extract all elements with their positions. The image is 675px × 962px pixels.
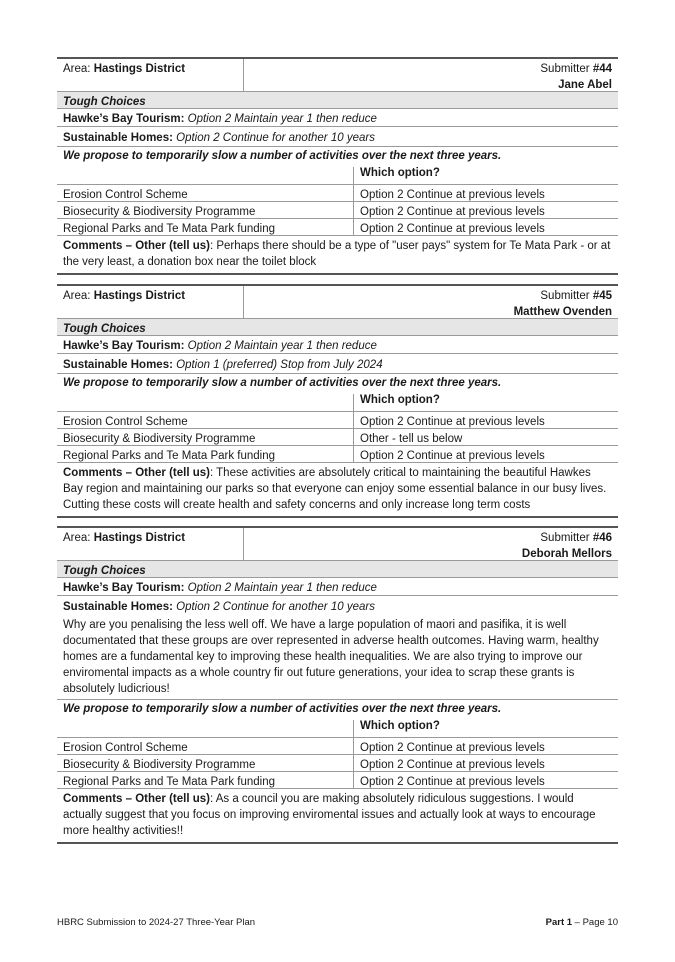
submitter-label: Submitter: [540, 63, 590, 75]
activity-row: [57, 755, 618, 772]
proposal-text: We propose to temporarily slow a number of activities over the next three years.: [63, 377, 502, 389]
comments-row: [57, 463, 618, 518]
comments-label: Comments – Other (tell us): [63, 793, 210, 805]
area-cell: [57, 59, 244, 91]
tourism-value: Option 2 Maintain year 1 then reduce: [187, 113, 377, 125]
submitter-cell: [244, 59, 618, 91]
footer-part: Part 1: [545, 917, 573, 928]
proposal-text: We propose to temporarily slow a number of activities over the next three years.: [63, 703, 502, 715]
activity-name: Erosion Control Scheme: [57, 412, 354, 428]
which-option-label: Which option?: [360, 167, 440, 179]
activity-name: Erosion Control Scheme: [57, 185, 354, 201]
activity-option: Option 2 Continue at previous levels: [360, 759, 545, 771]
activity-row: [57, 738, 618, 755]
tourism-label: Hawke’s Bay Tourism:: [63, 113, 185, 125]
area-value: Hastings District: [93, 63, 186, 75]
area-label: Area:: [63, 532, 91, 544]
tourism-label: Hawke’s Bay Tourism:: [63, 582, 185, 594]
activity-option: Option 2 Continue at previous levels: [360, 223, 545, 235]
activity-row: [57, 202, 618, 219]
homes-label: Sustainable Homes:: [63, 601, 173, 613]
submitter-label: Submitter: [540, 532, 590, 544]
homes-label: Sustainable Homes:: [63, 132, 173, 144]
footer-document-title: HBRC Submission to 2024-27 Three-Year Plan: [57, 917, 256, 928]
homes-row: [57, 127, 618, 147]
homes-value: Option 1 (preferred) Stop from July 2024: [176, 359, 383, 371]
tourism-label: Hawke’s Bay Tourism:: [63, 340, 185, 352]
homes-row: [57, 354, 618, 374]
submitter-number: #44: [592, 63, 612, 75]
comments-label: Comments – Other (tell us): [63, 240, 210, 252]
tourism-value: Option 2 Maintain year 1 then reduce: [187, 582, 377, 594]
submission-header: [57, 526, 618, 561]
submitter-name: Jane Abel: [558, 79, 612, 91]
submission-46: [57, 526, 618, 844]
tourism-row: [57, 336, 618, 354]
area-value: Hastings District: [93, 290, 186, 302]
which-option-label: Which option?: [360, 720, 440, 732]
which-option-header: [57, 394, 618, 412]
footer-page-number: [546, 917, 618, 928]
tourism-row: [57, 109, 618, 127]
activity-option: Option 2 Continue at previous levels: [360, 206, 545, 218]
activity-option: Option 2 Continue at previous levels: [360, 742, 545, 754]
which-option-header: [57, 720, 618, 738]
activity-option: Option 2 Continue at previous levels: [360, 189, 545, 201]
area-cell: [57, 528, 244, 560]
activity-row: [57, 412, 618, 429]
activity-name: Biosecurity & Biodiversity Programme: [57, 202, 354, 218]
activity-name: Biosecurity & Biodiversity Programme: [57, 429, 354, 445]
activity-option: Option 2 Continue at previous levels: [360, 776, 545, 788]
submission-45: [57, 284, 618, 518]
comments-text: : As a council you are making absolutely ridiculous suggestions. I would actually suggest that you focus on improving enviromental issues and actually look at ways to encourage more healthy activities!!: [63, 793, 596, 837]
submitter-name: Deborah Mellors: [521, 548, 612, 560]
activity-row: [57, 219, 618, 236]
comments-row: [57, 789, 618, 844]
tourism-value: Option 2 Maintain year 1 then reduce: [187, 340, 377, 352]
homes-value: Option 2 Continue for another 10 years: [176, 601, 375, 613]
activity-option: Option 2 Continue at previous levels: [360, 450, 545, 462]
submitter-cell: [244, 528, 618, 560]
activity-row: [57, 429, 618, 446]
footer-page: – Page 10: [572, 917, 618, 928]
activity-option: Option 2 Continue at previous levels: [360, 416, 545, 428]
comments-text: : Perhaps there should be a type of "user pays" system for Te Mata Park - or at the very least, a donation box near the toilet block: [63, 240, 611, 268]
homes-value: Option 2 Continue for another 10 years: [176, 132, 375, 144]
submitter-cell: [244, 286, 618, 318]
activity-name: Regional Parks and Te Mata Park funding: [57, 219, 354, 235]
section-title: Tough Choices: [57, 561, 618, 578]
comments-text: : These activities are absolutely critical to maintaining the beautiful Hawkes Bay region and maintaining our parks so that everyone can enjoy some essential balance in our busy lives. Cutting these costs will create health and safety concerns and only increase long term costs: [63, 467, 607, 511]
homes-row: [57, 596, 618, 700]
blank-cell: [57, 167, 354, 184]
area-value: Hastings District: [93, 532, 186, 544]
homes-comment: Why are you penalising the less well off. We have a large population of maori and pasifika, it is well documentated that these groups are over represented in adverse health outcomes. Having warm, healthy homes are a fundamental key to improving these health inequalities. We are also trying to improve our enviromental impacts as a whole country fir out future generations, your idea to scrap these grants is absolutely ludicrious!: [63, 619, 599, 695]
submitter-number: #45: [592, 290, 612, 302]
comments-row: [57, 236, 618, 275]
activity-row: [57, 772, 618, 789]
tourism-row: [57, 578, 618, 596]
submitter-number: #46: [592, 532, 612, 544]
activity-name: Erosion Control Scheme: [57, 738, 354, 754]
activity-row: [57, 185, 618, 202]
which-option-label: Which option?: [360, 394, 440, 406]
section-title: Tough Choices: [57, 319, 618, 336]
submission-header: [57, 284, 618, 319]
area-label: Area:: [63, 290, 91, 302]
submission-44: [57, 57, 618, 275]
which-option-header: [57, 167, 618, 185]
proposal-text: We propose to temporarily slow a number of activities over the next three years.: [63, 150, 502, 162]
area-cell: [57, 286, 244, 318]
area-label: Area:: [63, 63, 91, 75]
activity-name: Biosecurity & Biodiversity Programme: [57, 755, 354, 771]
activity-row: [57, 446, 618, 463]
activity-option: Other - tell us below: [360, 433, 463, 445]
comments-label: Comments – Other (tell us): [63, 467, 210, 479]
section-title: Tough Choices: [57, 92, 618, 109]
blank-cell: [57, 720, 354, 737]
submitter-label: Submitter: [540, 290, 590, 302]
activity-name: Regional Parks and Te Mata Park funding: [57, 772, 354, 788]
submission-header: [57, 57, 618, 92]
submitter-name: Matthew Ovenden: [513, 306, 612, 318]
activity-name: Regional Parks and Te Mata Park funding: [57, 446, 354, 462]
blank-cell: [57, 394, 354, 411]
homes-label: Sustainable Homes:: [63, 359, 173, 371]
